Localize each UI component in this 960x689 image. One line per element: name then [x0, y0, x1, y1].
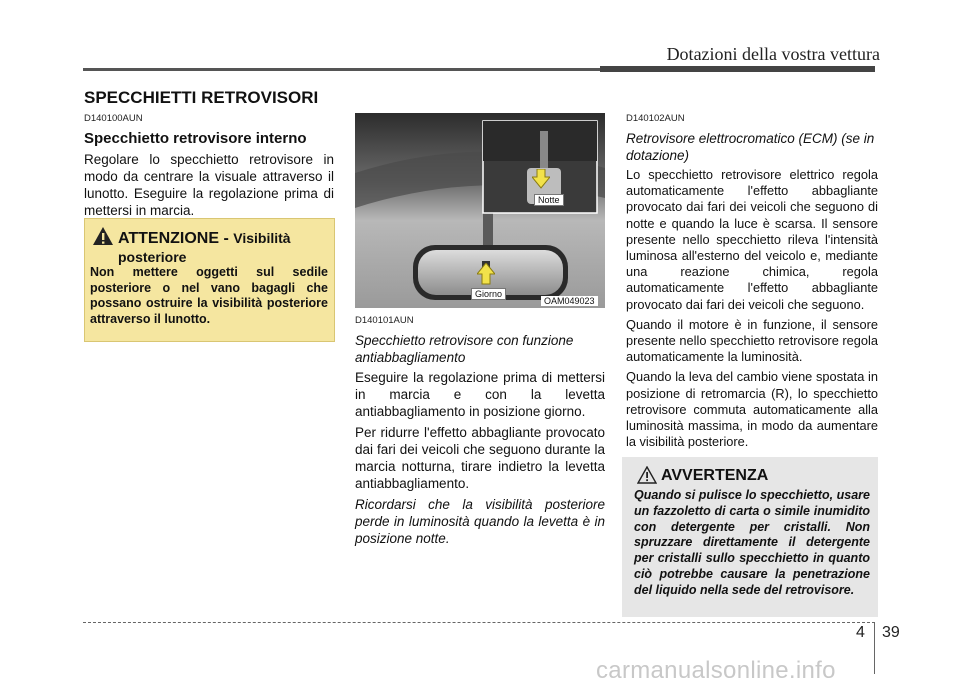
- page-separator: [874, 622, 875, 674]
- warning-title-sub2: posteriore: [118, 249, 187, 265]
- watermark: carmanualsonline.info: [596, 657, 836, 684]
- col1-heading: Specchietto retrovisore interno: [84, 130, 307, 147]
- chapter-number: 4: [856, 624, 865, 641]
- col1: [84, 113, 334, 219]
- col2-p1: Eseguire la regolazione prima di mettersi in marcia e con la levetta antiabbagliamento in posizione giorno.: [355, 370, 605, 419]
- col1-body: Regolare lo specchietto retrovisore in modo da centrare la visuale attraverso il lunotto. Eseguire la regolazione prima di mettersi in marcia.: [84, 152, 334, 218]
- header-rule-accent: [600, 66, 875, 72]
- day-label: Giorno: [471, 288, 506, 300]
- warning-title: [118, 229, 291, 267]
- header-title: Dotazioni della vostra vettura: [666, 44, 880, 64]
- col2-code: D140101AUN: [355, 315, 414, 326]
- figure-code: OAM049023: [541, 296, 598, 306]
- page-number: 39: [882, 624, 900, 641]
- col3-p2: Quando il motore è in funzione, il sensore presente nello specchietto retrovisore regola automaticamente la luminosità.: [626, 316, 878, 365]
- col3-p3: Quando la leva del cambio viene spostata in posizione di retromarcia (R), lo specchietto retrovisore commuta automaticamente alla luminosità massima, in modo da aumentare la visibilità posteriore.: [626, 369, 878, 450]
- night-label: Notte: [534, 194, 564, 206]
- caution-text: Quando si pulisce lo specchietto, usare un fazzoletto di carta o simile inumidito con detergente per cristalli. Non spruzzare direttamente il detergente per cristalli sullo specchietto in quanto ciò potrebbe causare la penetrazione del liquido nella sede del retrovisore.: [634, 488, 870, 597]
- col1-code: D140100AUN: [84, 113, 143, 124]
- day-arrow-icon: [477, 263, 495, 285]
- col3-code: D140102AUN: [626, 113, 685, 124]
- footer-rule: [83, 622, 875, 623]
- col2-heading: Specchietto retrovisore con funzione antiabbagliamento: [355, 333, 574, 365]
- warning-icon: [92, 226, 114, 246]
- col2-p3: Ricordarsi che la visibilità posteriore perde in luminosità quando la levetta è in posizione notte.: [355, 497, 605, 546]
- mirror-figure: [355, 113, 605, 308]
- warning-text: Non mettere oggetti sul sedile posteriore o nel vano bagagli che possano ostruire la visibilità posteriore attraverso il lunotto.: [90, 265, 328, 326]
- col3-p1: Lo specchietto retrovisore elettrico regola automaticamente l'effetto abbagliante provocato dai fari dei veicoli che seguono di notte e quando la luce è scarsa. Il sensore presente nello specchietto rileva l'intensità luminosa all'esterno del veicolo e, mediante una reazione chimica, regola automaticamente l'effetto abbagliante provocato dai fari dei veicoli che seguono.: [626, 167, 878, 312]
- section-title: SPECCHIETTI RETROVISORI: [84, 88, 319, 107]
- col2-p2: Per ridurre l'effetto abbagliante provocato dai fari dei veicoli che seguono durante la marcia notturna, tirare indietro la levetta antiabbagliamento.: [355, 425, 605, 491]
- warning-title-sub1: Visibilità: [233, 230, 291, 246]
- caution-icon: [637, 466, 657, 484]
- col3: [626, 113, 878, 450]
- night-arrow-icon: [532, 169, 550, 189]
- warning-title-main: ATTENZIONE -: [118, 230, 229, 247]
- col2: [355, 315, 605, 547]
- caution-title: AVVERTENZA: [661, 467, 769, 484]
- col3-heading: Retrovisore elettrocromatico (ECM) (se in dotazione): [626, 131, 875, 163]
